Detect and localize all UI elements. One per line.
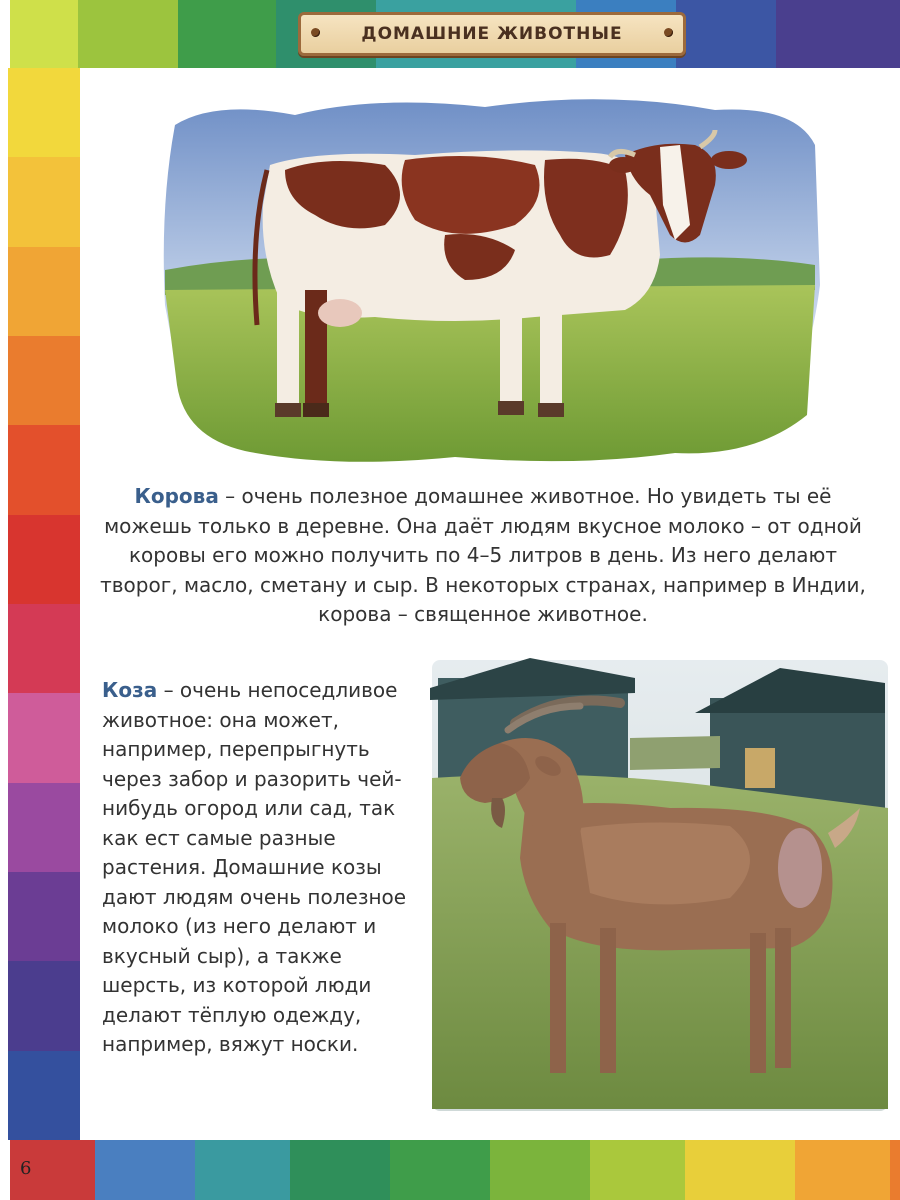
cow-paragraph <box>88 482 878 630</box>
section-header-plank <box>298 12 686 56</box>
cow-illustration <box>155 85 825 470</box>
goat-illustration <box>430 658 890 1113</box>
page-number: 6 <box>20 1158 32 1179</box>
cow-description: – очень полезное домашнее животное. Но увидеть ты её можешь только в деревне. Она даёт людям вкусное молоко – от одной коровы его можно получить по 4–5 литров в день. Из него делают творог, масло, сметану и сыр. В некоторых странах, например в Индии, корова – священное животное. <box>100 484 866 626</box>
goat-paragraph <box>102 676 432 1060</box>
goat-term: Коза <box>102 678 158 702</box>
left-color-band <box>8 68 80 1140</box>
section-title: ДОМАШНИЕ ЖИВОТНЫЕ <box>361 24 623 44</box>
cow-term: Корова <box>134 484 219 508</box>
nail-icon <box>664 28 673 37</box>
goat-description: – очень непоседливое животное: она может, например, перепрыгнуть через забор и разорить чей-нибудь огород или сад, так как ест самые разные растения. Домашние козы дают людям очень полезное молоко (из него делают и вкусный сыр), а также шерсть, из которой люди делают тёплую одежду, например, вяжут носки. <box>102 678 407 1056</box>
nail-icon <box>311 28 320 37</box>
bottom-color-band <box>0 1140 900 1200</box>
